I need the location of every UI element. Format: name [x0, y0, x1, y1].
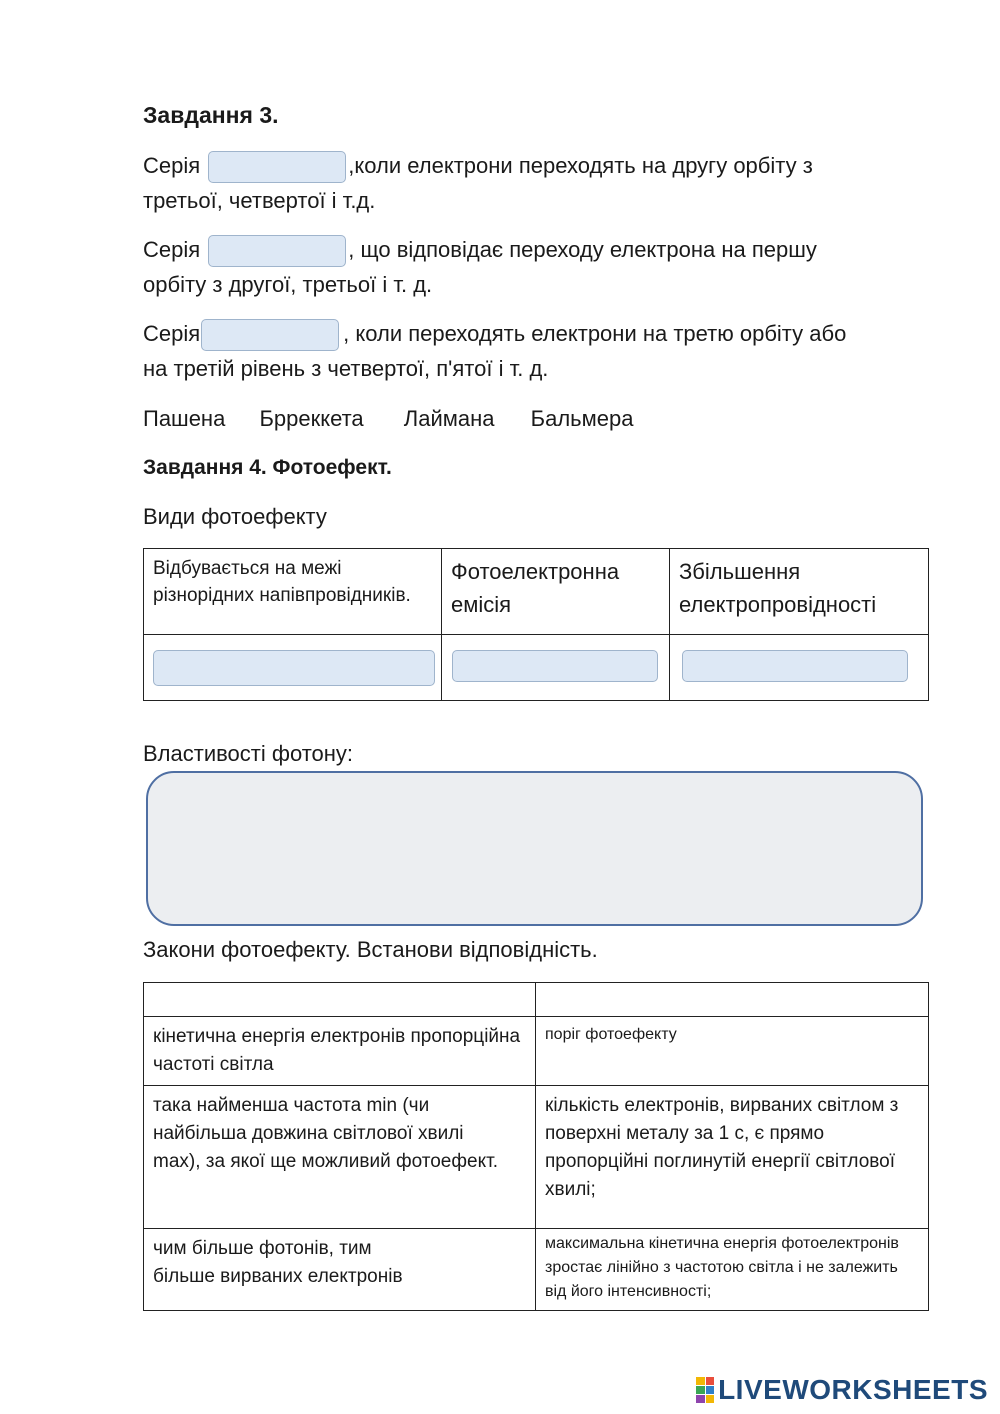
task3-title: Завдання 3.: [143, 102, 279, 128]
law-right-cell: поріг фотоефекту: [536, 1017, 929, 1086]
types-label: Види фотоефекту: [143, 504, 327, 529]
word-bank-item[interactable]: Брреккета: [259, 406, 364, 431]
laws-label: Закони фотоефекту. Встанови відповідність.: [143, 937, 598, 962]
series-cont-3: на третій рівень з четвертої, п'ятої і т. д.: [143, 356, 549, 381]
series-text-1: ,коли електрони переходять на другу орбіту з: [348, 153, 813, 178]
liveworksheets-brand: LIVEWORKSHEETS: [718, 1374, 988, 1405]
series-answer-input-1[interactable]: [208, 151, 346, 183]
law-left-cell: чим більше фотонів, тим більше вирваних електронів: [144, 1229, 536, 1311]
law-right-cell: максимальна кінетична енергія фотоелектронів зростає лінійно з частотою світла і не залежить від його інтенсивності;: [536, 1229, 929, 1311]
liveworksheets-logo-icon: [696, 1377, 714, 1403]
law-right-cell: кількість електронів, вирваних світлом з поверхні металу за 1 с, є прямо пропорційні поглинутій енергії світлової хвилі;: [536, 1086, 929, 1229]
series-answer-input-3[interactable]: [201, 319, 339, 351]
series-line-1: [143, 149, 813, 183]
types-header-cell: Збільшення електропровідності: [670, 549, 929, 635]
word-bank: [143, 402, 633, 436]
types-answer-cell: [670, 635, 929, 701]
liveworksheets-logo: [696, 1374, 988, 1406]
types-answer-input-3[interactable]: [682, 650, 908, 682]
photon-label: Властивості фотону:: [143, 741, 354, 766]
word-bank-item[interactable]: Пашена: [143, 406, 226, 431]
law-left-cell: така найменша частота min (чи найбільша довжина світлової хвилі max), за якої ще можливий фотоефект.: [144, 1086, 536, 1229]
task4-title: Завдання 4. Фотоефект.: [143, 456, 392, 479]
series-answer-input-2[interactable]: [208, 235, 346, 267]
types-answer-input-2[interactable]: [452, 650, 658, 682]
types-answer-input-1[interactable]: [153, 650, 435, 686]
types-answer-cell: [442, 635, 670, 701]
series-cont-2: орбіту з другої, третьої і т. д.: [143, 272, 433, 297]
word-bank-item[interactable]: Бальмера: [530, 406, 634, 431]
series-label-3: Серія: [143, 321, 201, 346]
series-label-2: Серія: [143, 237, 201, 262]
types-header-cell: Фотоелектронна емісія: [442, 549, 670, 635]
series-line-2: [143, 233, 817, 267]
word-bank-item[interactable]: Лаймана: [403, 406, 495, 431]
laws-table: [143, 982, 929, 1311]
photoeffect-types-table: [143, 548, 929, 701]
types-answer-cell: [144, 635, 442, 701]
laws-drop-cell[interactable]: [536, 983, 929, 1017]
photon-properties-input[interactable]: [146, 771, 923, 926]
types-header-cell: Відбувається на межі різнорідних напівпровідників.: [144, 549, 442, 635]
series-text-3: , коли переходять електрони на третю орбіту або: [343, 321, 847, 346]
series-cont-1: третьої, четвертої і т.д.: [143, 188, 376, 213]
laws-drop-cell[interactable]: [144, 983, 536, 1017]
series-line-3: [143, 317, 846, 351]
series-label-1: Серія: [143, 153, 201, 178]
law-left-cell: кінетична енергія електронів пропорційна частоті світла: [144, 1017, 536, 1086]
series-text-2: , що відповідає переходу електрона на першу: [348, 237, 817, 262]
